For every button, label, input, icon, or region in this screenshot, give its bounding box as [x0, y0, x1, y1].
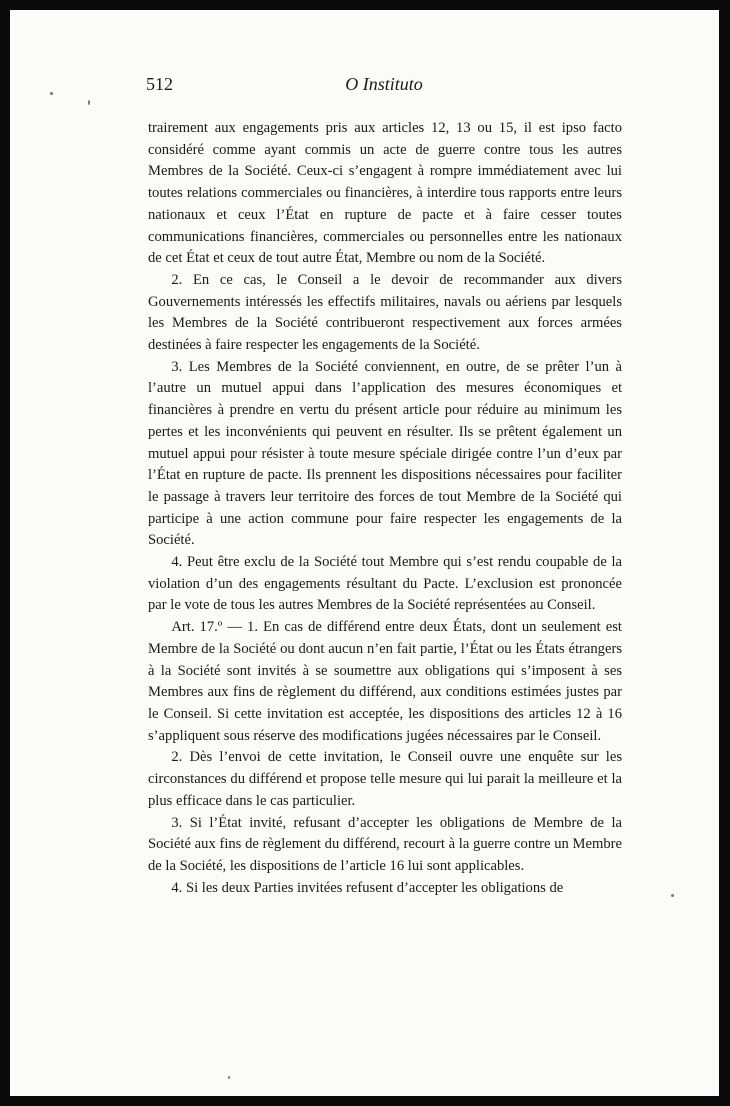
paragraph: 3. Les Membres de la Société conviennent, en outre, de se prêter l’un à l’autre un mutuel appui dans l’application des mesures économiques et financières à prendre en vertu du présent article pour réduire au minimum les pertes et les inconvénients qui peuvent en résulter. Ils se prêtent également un mutuel appui pour résister à toute mesure spéciale dirigée contre l’un d’eux par l’État en rupture de pacte. Ils prennent les dispositions nécessaires pour faciliter le passage à travers leur territoire des forces de tout Membre de la Société qui participe à une action commune pour faire respecter les engagements de la Société.: [148, 358, 622, 549]
scan-speck: [228, 1076, 230, 1079]
running-title: O Instituto: [345, 74, 423, 94]
paragraph: 3. Si l’État invité, refusant d’accepter les obligations de Membre de la Société aux fins de règlement du différend, recourt à la guerre contre un Membre de la Société, les dispositions de l’article 16 lui sont applicables.: [148, 814, 622, 874]
paragraph-continued: trairement aux engagements pris aux articles 12, 13 ou 15, il est ipso facto considéré comme ayant commis un acte de guerre contre tous les autres Membres de la Société. Ceux-ci s’engagent à rompre immédiatement avec lui toutes relations commerciales ou financières, à interdire tous rapports entre leurs nationaux et ceux l’État en rupture de pacte et à faire cesser toutes communications financières, commerciales ou personnelles entre les nationaux de cet État et ceux de tout autre État, Membre ou nom de la Société.: [148, 120, 622, 267]
scan-speck: [88, 100, 90, 105]
paragraph: 4. Peut être exclu de la Société tout Membre qui s’est rendu coupable de la violation d’un des engagements résultant du Pacte. L’exclusion est prononcée par le vote de tous les autres Membres de la Société représentées au Conseil.: [148, 554, 622, 614]
paragraph: 4. Si les deux Parties invitées refusent d’accepter les obligations de: [171, 879, 564, 896]
paragraph: 2. Dès l’envoi de cette invitation, le Conseil ouvre une enquête sur les circonstances du différend et propose telle mesure qui lui parait la meilleure et la plus efficace dans le cas particulier.: [148, 749, 622, 809]
running-header: [146, 74, 622, 102]
paragraph: 2. En ce cas, le Conseil a le devoir de recommander aux divers Gouvernements intéressés les effectifs militaires, navals ou aériens par lesquels les Membres de la Société contribueront respectivement aux forces armées destinées à faire respecter les engagements de la Société.: [148, 271, 622, 354]
paragraph-article-17: Art. 17.º — 1. En cas de différend entre deux États, dont un seulement est Membre de la Société ou dont aucun n’en fait partie, l’État ou les États étrangers à la Société sont invités à se soumettre aux obligations qui s’imposent à ses Membres aux fins de règlement du différend, aux conditions estimées justes par le Conseil. Si cette invitation est acceptée, les dispositions des articles 12 à 16 s’appliquent sous réserve des modifications jugées nécessaires par le Conseil.: [148, 619, 622, 744]
scan-speck: [50, 92, 53, 95]
document-page: [10, 10, 719, 1096]
page-number: 512: [146, 74, 173, 94]
scan-speck: [671, 894, 674, 897]
body-text: [148, 118, 622, 899]
